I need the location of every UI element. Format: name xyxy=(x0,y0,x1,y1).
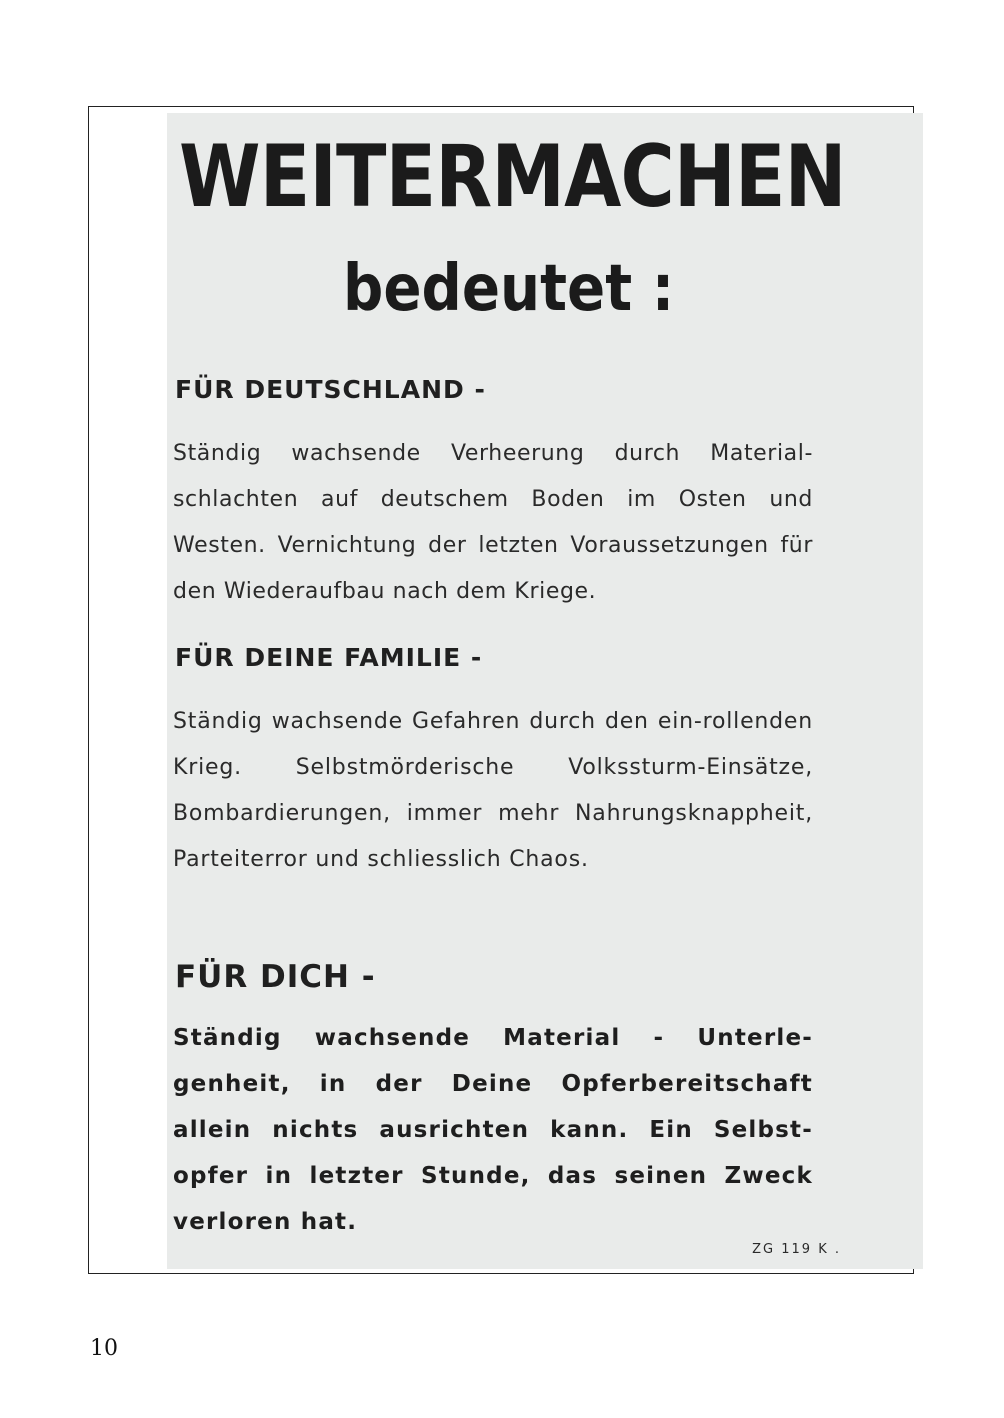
leaflet-code: ZG 119 K . xyxy=(752,1242,841,1257)
section-body-deutschland: Ständig wachsende Verheerung durch Material-schlachten auf deutschem Boden im Osten und Westen. Vernichtung der letzten Voraussetzungen für den Wiederaufbau nach dem Kriege. xyxy=(173,441,813,604)
section-heading-dich: FÜR DICH - xyxy=(175,959,376,995)
leaflet-headline: WEITERMACHEN xyxy=(179,127,846,227)
section-body-dich: Ständig wachsende Material - Unterle-genheit, in der Deine Opferbereitschaft allein nichts ausrichten kann. Ein Selbst-opfer in letzter Stunde, das seinen Zweck verloren hat. xyxy=(173,1025,813,1235)
page-number: 10 xyxy=(90,1336,118,1361)
section-heading-deutschland: FÜR DEUTSCHLAND - xyxy=(175,375,486,404)
section-body-familie: Ständig wachsende Gefahren durch den ein-rollenden Krieg. Selbstmörderische Volkssturm-Einsätze, Bombardierungen, immer mehr Nahrungsknappheit, Parteiterror und schliesslich Chaos. xyxy=(173,709,813,872)
section-heading-familie: FÜR DEINE FAMILIE - xyxy=(175,643,483,672)
leaflet-frame xyxy=(88,106,914,1274)
leaflet xyxy=(167,113,923,1269)
leaflet-subheadline: bedeutet : xyxy=(343,252,675,326)
